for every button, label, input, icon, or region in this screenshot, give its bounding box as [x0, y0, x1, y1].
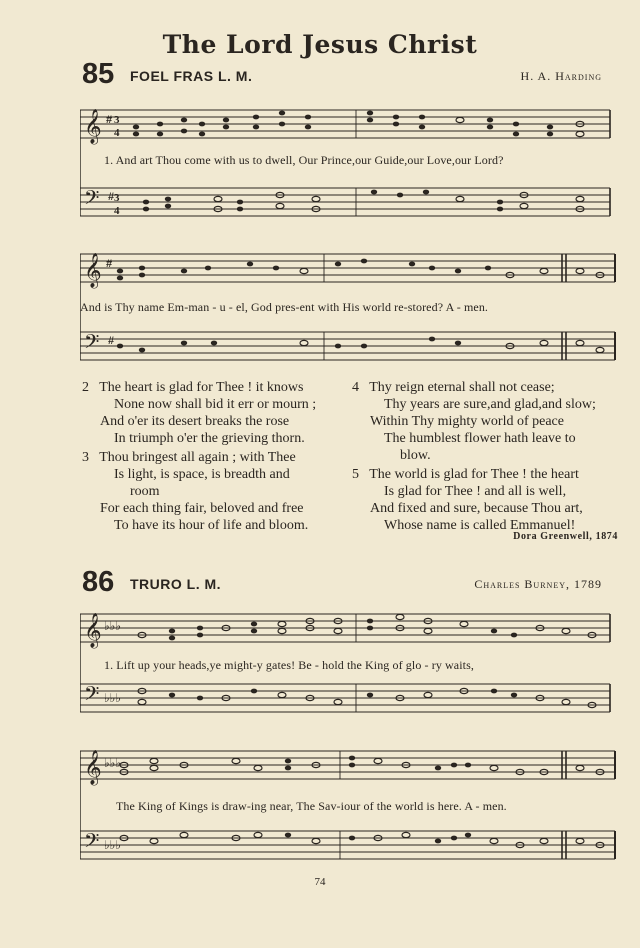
svg-text:#: # [108, 335, 115, 347]
composer: Charles Burney, 1789 [474, 577, 602, 591]
svg-text:3: 3 [114, 192, 120, 204]
verse-line: The world is glad for Thee ! the heart [369, 467, 579, 482]
hymn-85-lyric-line-1: 1. And art Thou come with us to dwell, Our Prince,our Guide,our Love,our Lord? [104, 153, 504, 167]
svg-text:#: # [108, 191, 115, 203]
verse-4 [352, 379, 596, 464]
hymn-86-lyric-line-2: The King of Kings is draw-ing near, The Sav-iour of the world is here. A - men. [116, 799, 507, 813]
hymn-number: 86 [82, 566, 115, 598]
verse-line: Whose name is called Emmanuel! [384, 518, 576, 533]
verse-number: 4 [352, 380, 359, 395]
verse-number: 3 [82, 450, 89, 465]
svg-text:♭♭♭: ♭♭♭ [104, 838, 121, 852]
verse-line: Within Thy mighty world of peace [370, 414, 564, 429]
verse-line: Thou bringest all again ; with Thee [99, 450, 296, 465]
verse-line: Thy years are sure,and glad,and slow; [384, 397, 596, 412]
verse-line: To have its hour of life and bloom. [114, 518, 309, 533]
svg-text:𝄞: 𝄞 [84, 613, 102, 648]
page-number: 74 [314, 876, 326, 888]
verse-line: None now shall bid it err or mourn ; [114, 397, 317, 412]
verse-3 [82, 449, 308, 534]
verse-line: The humblest flower hath leave to [384, 431, 576, 446]
svg-text:♭♭♭: ♭♭♭ [104, 756, 121, 770]
svg-text:𝄢: 𝄢 [84, 186, 100, 214]
verse-line: And o'er its desert breaks the rose [100, 414, 290, 429]
section-title: The Lord Jesus Christ [162, 30, 478, 59]
svg-text:𝄢: 𝄢 [84, 829, 100, 857]
hymn-85-lyric-line-2: And is Thy name Em-man - u - el, God pres-ent with His world re-stored? A - men. [80, 300, 489, 314]
verse-line: And fixed and sure, because Thou art, [370, 501, 583, 516]
svg-text:4: 4 [114, 127, 120, 139]
svg-text:#: # [106, 258, 113, 270]
svg-text:𝄞: 𝄞 [84, 750, 102, 785]
verse-line: Is glad for Thee ! and all is well, [384, 484, 567, 499]
verse-line: Is light, is space, is breadth and [114, 467, 290, 482]
svg-text:4: 4 [114, 205, 120, 217]
verse-2 [82, 379, 316, 447]
svg-text:𝄞: 𝄞 [84, 253, 102, 288]
author-credit: Dora Greenwell, 1874 [513, 531, 618, 542]
svg-text:♭♭♭: ♭♭♭ [104, 691, 121, 705]
tune-name: FOEL FRAS L. M. [130, 68, 253, 84]
hymn-number: 85 [82, 58, 115, 90]
verse-number: 5 [352, 467, 359, 482]
svg-text:♭♭♭: ♭♭♭ [104, 619, 121, 633]
tune-name: TRURO L. M. [130, 576, 222, 592]
verse-line: Thy reign eternal shall not cease; [369, 380, 555, 395]
verse-line: room [130, 484, 160, 499]
svg-text:3: 3 [114, 114, 120, 126]
svg-text:𝄞: 𝄞 [84, 109, 102, 144]
verse-line: For each thing fair, beloved and free [100, 501, 304, 516]
composer: H. A. Harding [520, 69, 602, 83]
hymn-85-header [82, 58, 602, 98]
svg-text:𝄢: 𝄢 [84, 330, 100, 358]
svg-text:#: # [106, 114, 113, 126]
verse-5 [352, 466, 583, 534]
svg-text:𝄢: 𝄢 [84, 682, 100, 710]
hymn-86-lyric-line-1: 1. Lift up your heads,ye might-y gates! Be - hold the King of glo - ry waits, [104, 658, 474, 672]
verse-line: In triumph o'er the grieving thorn. [114, 431, 305, 446]
verse-number: 2 [82, 380, 89, 395]
verse-line: The heart is glad for Thee ! it knows [99, 380, 304, 395]
verse-line: blow. [400, 448, 431, 463]
